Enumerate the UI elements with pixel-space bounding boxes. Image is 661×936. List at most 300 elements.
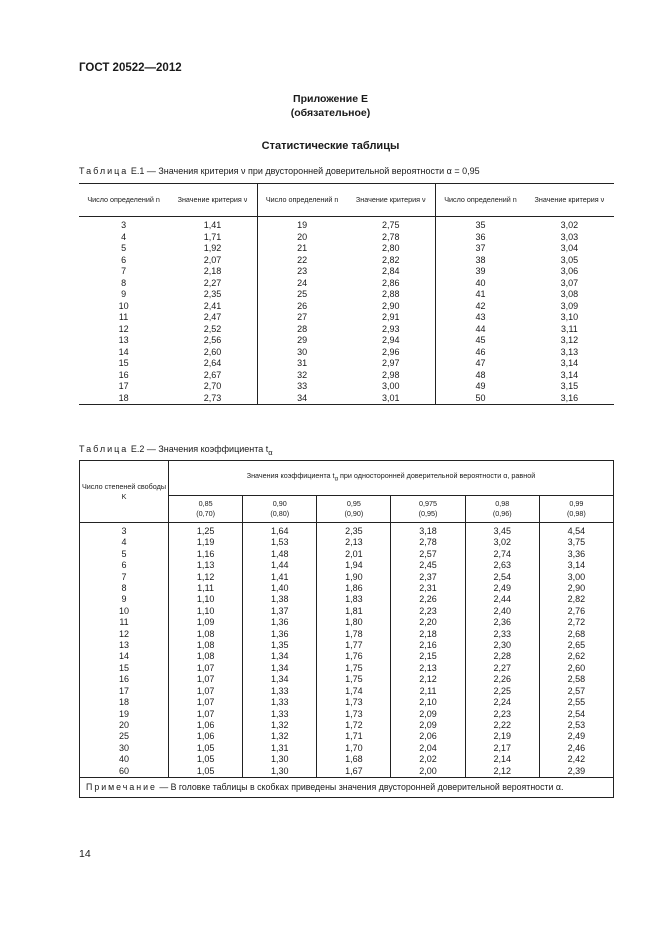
table-cell: 16 xyxy=(80,674,169,685)
table1-header-cell: Число определений n xyxy=(436,184,525,217)
alpha-value: 0,85 xyxy=(198,499,213,508)
table-cell: 2,23 xyxy=(391,606,465,617)
table-cell: 2,60 xyxy=(539,663,613,674)
table-cell: 2,75 xyxy=(346,217,435,232)
table-row xyxy=(79,289,614,301)
table-row xyxy=(79,335,614,347)
table-cell: 1,70 xyxy=(317,743,391,754)
table-row xyxy=(79,347,614,359)
table-cell: 48 xyxy=(475,369,486,380)
table-cell: 1,90 xyxy=(317,572,391,583)
table1-caption-label: Таблица xyxy=(79,166,129,176)
table-cell: 1,74 xyxy=(317,686,391,697)
table-cell: 22 xyxy=(297,254,308,265)
table-cell: 2,47 xyxy=(168,312,257,324)
table2-header-k: Число степеней свободы K xyxy=(80,461,169,523)
table-cell: 2,98 xyxy=(346,370,435,382)
table-cell: 2,17 xyxy=(465,743,539,754)
table-cell: 2,09 xyxy=(391,709,465,720)
alpha-two-sided-value: (0,98) xyxy=(567,509,586,518)
table-cell: 2,93 xyxy=(346,324,435,336)
table-cell: 2,23 xyxy=(465,709,539,720)
table-row xyxy=(80,743,614,754)
table-cell: 40 xyxy=(80,754,169,765)
table-cell: 2,02 xyxy=(391,754,465,765)
table-cell: 2,72 xyxy=(539,617,613,628)
table-cell: 2,28 xyxy=(465,651,539,662)
table-cell: 2,55 xyxy=(539,697,613,708)
table-cell: 1,53 xyxy=(243,537,317,548)
table-row xyxy=(80,617,614,628)
section-title: Статистические таблицы xyxy=(261,140,400,152)
table-cell: 1,08 xyxy=(169,651,243,662)
table-cell: 2,57 xyxy=(391,549,465,560)
table-cell: 2,78 xyxy=(391,537,465,548)
table-cell: 3 xyxy=(121,220,127,230)
table-cell: 7 xyxy=(121,266,127,276)
table-cell: 4 xyxy=(80,537,169,548)
table1-header-row xyxy=(79,184,614,217)
coefficient-table xyxy=(79,460,614,798)
table-cell: 2,09 xyxy=(391,720,465,731)
table-cell: 16 xyxy=(118,369,129,380)
table2-header-row-1 xyxy=(80,461,614,496)
table-cell: 1,32 xyxy=(243,720,317,731)
table-cell: 1,92 xyxy=(168,243,257,255)
table-cell: 2,04 xyxy=(391,743,465,754)
table-cell: 2,65 xyxy=(539,640,613,651)
table-cell: 7 xyxy=(80,572,169,583)
table-cell: 1,94 xyxy=(317,560,391,571)
table-cell: 17 xyxy=(80,686,169,697)
alpha-value: 0,95 xyxy=(346,499,361,508)
table-row xyxy=(80,754,614,765)
table-cell: 1,68 xyxy=(317,754,391,765)
table-row xyxy=(80,766,614,778)
table-cell: 1,12 xyxy=(169,572,243,583)
table-cell: 1,07 xyxy=(169,686,243,697)
table-row xyxy=(80,674,614,685)
table-cell: 3,02 xyxy=(560,220,579,230)
table-cell: 15 xyxy=(118,358,129,368)
alpha-value: 0,98 xyxy=(495,499,510,508)
criterion-table xyxy=(79,183,614,405)
table-cell: 1,25 xyxy=(169,523,243,538)
table-cell: 3,15 xyxy=(560,381,579,391)
table-cell: 18 xyxy=(80,697,169,708)
alpha-two-sided-value: (0,80) xyxy=(270,509,290,518)
table-cell: 2,88 xyxy=(346,289,435,301)
table-cell: 37 xyxy=(475,243,486,253)
table-cell: 1,05 xyxy=(169,754,243,765)
table-cell: 2,44 xyxy=(465,594,539,605)
table-cell: 1,34 xyxy=(243,674,317,685)
table-cell: 5 xyxy=(80,549,169,560)
table-cell: 31 xyxy=(297,358,308,368)
table-cell: 24 xyxy=(297,277,308,288)
table-row xyxy=(79,381,614,393)
table-cell: 2,53 xyxy=(539,720,613,731)
table-cell: 2,31 xyxy=(391,583,465,594)
table-cell: 1,35 xyxy=(243,640,317,651)
table-cell: 4 xyxy=(121,231,127,242)
table-cell: 28 xyxy=(297,323,308,334)
table-cell: 1,07 xyxy=(169,663,243,674)
table1-header-cell: Значение критерия ν xyxy=(168,184,257,217)
table-cell: 39 xyxy=(475,266,486,276)
table-cell: 2,35 xyxy=(317,523,391,538)
table-cell: 2,07 xyxy=(168,255,257,267)
table-cell: 1,34 xyxy=(243,651,317,662)
table-row xyxy=(80,663,614,674)
table-cell: 2,64 xyxy=(168,358,257,370)
table-cell: 2,42 xyxy=(539,754,613,765)
table-cell: 3,00 xyxy=(346,381,435,393)
table-cell: 3,06 xyxy=(560,266,579,276)
table1-header-cell: Значение критерия ν xyxy=(525,184,614,217)
table-cell: 18 xyxy=(79,393,168,405)
table-row xyxy=(80,572,614,583)
table-cell: 2,22 xyxy=(465,720,539,731)
table-cell: 2,60 xyxy=(168,347,257,359)
table-row xyxy=(79,266,614,278)
table-cell: 1,83 xyxy=(317,594,391,605)
table-row xyxy=(80,629,614,640)
table-row xyxy=(80,606,614,617)
table-cell: 3 xyxy=(80,523,169,538)
table-cell: 3,14 xyxy=(539,560,613,571)
table-cell: 2,94 xyxy=(346,335,435,347)
table-cell: 20 xyxy=(80,720,169,731)
table-cell: 2,36 xyxy=(465,617,539,628)
table-cell: 1,77 xyxy=(317,640,391,651)
table2-caption-subscript: α xyxy=(268,447,273,457)
table-cell: 34 xyxy=(257,393,346,405)
table-cell: 3,04 xyxy=(560,243,579,253)
table-cell: 1,78 xyxy=(317,629,391,640)
alpha-value: 0,90 xyxy=(272,499,287,508)
table-cell: 1,81 xyxy=(317,606,391,617)
table-cell: 2,57 xyxy=(539,686,613,697)
table-cell: 2,91 xyxy=(346,312,435,324)
table-row xyxy=(79,232,614,244)
table-cell: 1,41 xyxy=(243,572,317,583)
table-cell: 33 xyxy=(297,381,308,391)
table-cell: 1,36 xyxy=(243,629,317,640)
table-cell: 13 xyxy=(80,640,169,651)
table-cell: 2,46 xyxy=(539,743,613,754)
note-text: — В головке таблицы в скобках приведены значения двусторонней доверительной вероятности α. xyxy=(156,781,564,792)
table1-header-cell: Число определений n xyxy=(79,184,168,217)
table-cell: 1,48 xyxy=(243,549,317,560)
table-row xyxy=(80,594,614,605)
table-row xyxy=(80,731,614,742)
alpha-two-sided-value: (0,70) xyxy=(196,509,215,518)
table1-caption-text: — Значения критерия ν при двусторонней доверительной вероятности α = 0,95 xyxy=(144,166,480,176)
alpha-header-cell xyxy=(243,496,317,523)
table-cell: 25 xyxy=(297,289,308,299)
table-cell: 1,44 xyxy=(243,560,317,571)
table-cell: 12 xyxy=(118,323,129,334)
alpha-two-sided-value: (0,90) xyxy=(344,509,364,518)
table-cell: 2,06 xyxy=(391,731,465,742)
table2-header-group-suffix: при односторонней доверительной вероятности α, равной xyxy=(338,471,536,481)
table-cell: 1,06 xyxy=(169,731,243,742)
table-cell: 1,38 xyxy=(243,594,317,605)
table-cell: 15 xyxy=(80,663,169,674)
table1-body xyxy=(79,217,614,405)
table2-caption-label: Таблица xyxy=(79,444,129,454)
table-cell: 1,08 xyxy=(169,629,243,640)
table-cell: 1,32 xyxy=(243,731,317,742)
table-cell: 2,80 xyxy=(346,243,435,255)
table-cell: 19 xyxy=(297,220,308,230)
table-cell: 2,54 xyxy=(465,572,539,583)
table-cell: 10 xyxy=(80,606,169,617)
table-cell: 1,75 xyxy=(317,674,391,685)
table-row xyxy=(80,651,614,662)
table-cell: 2,24 xyxy=(465,697,539,708)
table-cell: 2,90 xyxy=(539,583,613,594)
table-cell: 3,14 xyxy=(560,369,579,380)
table-cell: 1,73 xyxy=(317,709,391,720)
table-cell: 2,41 xyxy=(168,301,257,313)
table-cell: 1,75 xyxy=(317,663,391,674)
table-cell: 1,76 xyxy=(317,651,391,662)
table-cell: 2,40 xyxy=(465,606,539,617)
table-cell: 3,05 xyxy=(560,254,579,265)
table-cell: 2,73 xyxy=(168,393,257,405)
table-row xyxy=(79,370,614,382)
table-cell: 2,13 xyxy=(391,663,465,674)
table2-note xyxy=(80,777,614,797)
table-cell: 2,13 xyxy=(317,537,391,548)
table-cell: 1,07 xyxy=(169,697,243,708)
table-cell: 2,12 xyxy=(465,766,539,778)
table-cell: 1,33 xyxy=(243,709,317,720)
table-cell: 5 xyxy=(121,243,127,253)
table-cell: 1,37 xyxy=(243,606,317,617)
table-cell: 1,09 xyxy=(169,617,243,628)
table-cell: 2,25 xyxy=(465,686,539,697)
table-cell: 1,11 xyxy=(169,583,243,594)
table-cell: 2,12 xyxy=(391,674,465,685)
table-cell: 1,30 xyxy=(243,766,317,778)
table-cell: 8 xyxy=(80,583,169,594)
table-cell: 2,56 xyxy=(168,335,257,347)
table-cell: 1,30 xyxy=(243,754,317,765)
table-cell: 1,31 xyxy=(243,743,317,754)
table-cell: 32 xyxy=(297,369,308,380)
table-cell: 21 xyxy=(297,243,308,253)
table-cell: 1,10 xyxy=(169,594,243,605)
table-cell: 3,11 xyxy=(560,323,578,334)
table-cell: 29 xyxy=(297,335,308,345)
table-cell: 2,97 xyxy=(346,358,435,370)
table-row xyxy=(80,537,614,548)
table-cell: 2,49 xyxy=(465,583,539,594)
table-cell: 1,67 xyxy=(317,766,391,778)
alpha-header-cell xyxy=(465,496,539,523)
table-cell: 2,90 xyxy=(346,301,435,313)
table-cell: 2,86 xyxy=(346,278,435,290)
table-cell: 9 xyxy=(121,289,127,299)
table-cell: 47 xyxy=(475,358,486,368)
table-cell: 19 xyxy=(80,709,169,720)
table-cell: 2,45 xyxy=(391,560,465,571)
table-cell: 2,67 xyxy=(168,370,257,382)
alpha-header-cell xyxy=(169,496,243,523)
alpha-value: 0,99 xyxy=(569,499,584,508)
table-cell: 14 xyxy=(118,346,129,357)
table-cell: 1,33 xyxy=(243,686,317,697)
table-cell: 3,08 xyxy=(560,289,579,299)
alpha-header-cell xyxy=(539,496,613,523)
table-cell: 25 xyxy=(80,731,169,742)
note-label: Примечание xyxy=(86,781,157,792)
table-cell: 2,10 xyxy=(391,697,465,708)
table-cell: 1,16 xyxy=(169,549,243,560)
appendix-heading xyxy=(0,92,661,120)
table1-caption-number: Е.1 xyxy=(130,166,145,176)
table-cell: 3,14 xyxy=(560,358,579,368)
table-row xyxy=(79,243,614,255)
table-cell: 40 xyxy=(475,277,486,288)
table-cell: 6 xyxy=(121,254,127,265)
table-cell: 44 xyxy=(475,323,486,334)
table-cell: 2,76 xyxy=(539,606,613,617)
table-cell: 2,18 xyxy=(168,266,257,278)
table-cell: 38 xyxy=(475,254,486,265)
table-cell: 3,13 xyxy=(560,346,579,357)
alpha-two-sided-value: (0,96) xyxy=(492,509,512,518)
table-cell: 2,37 xyxy=(391,572,465,583)
table-cell: 1,13 xyxy=(169,560,243,571)
table-row xyxy=(80,583,614,594)
table-cell: 13 xyxy=(118,335,129,345)
table-cell: 10 xyxy=(118,300,129,311)
table2-note-row xyxy=(80,777,614,797)
table-cell: 3,45 xyxy=(465,523,539,538)
table-cell: 2,39 xyxy=(539,766,613,778)
table-row xyxy=(79,393,614,405)
table-cell: 45 xyxy=(475,335,486,345)
table-row xyxy=(80,709,614,720)
table-cell: 9 xyxy=(80,594,169,605)
table-cell: 2,11 xyxy=(391,686,465,697)
table-row xyxy=(80,640,614,651)
table-cell: 3,10 xyxy=(560,312,579,322)
alpha-header-cell xyxy=(317,496,391,523)
table-cell: 35 xyxy=(475,220,486,230)
table-cell: 3,01 xyxy=(346,393,435,405)
table-cell: 2,27 xyxy=(168,278,257,290)
table1-header-cell: Значение критерия ν xyxy=(346,184,435,217)
table-cell: 23 xyxy=(297,266,308,276)
table2-caption-number: Е.2 xyxy=(130,444,145,454)
table-cell: 2,70 xyxy=(168,381,257,393)
table-cell: 49 xyxy=(475,381,486,391)
table-cell: 2,18 xyxy=(391,629,465,640)
table-row xyxy=(79,301,614,313)
table-cell: 36 xyxy=(475,231,486,242)
table-row xyxy=(80,523,614,538)
table-cell: 2,00 xyxy=(391,766,465,778)
appendix-status: (обязательное) xyxy=(290,107,371,119)
table-cell: 30 xyxy=(80,743,169,754)
table-cell: 1,80 xyxy=(317,617,391,628)
table-cell: 3,00 xyxy=(539,572,613,583)
table-cell: 3,75 xyxy=(539,537,613,548)
table-cell: 27 xyxy=(297,312,308,322)
table-row xyxy=(79,217,614,232)
table-cell: 43 xyxy=(475,312,486,322)
table-cell: 1,07 xyxy=(169,709,243,720)
table-cell: 1,10 xyxy=(169,606,243,617)
table-cell: 3,16 xyxy=(525,393,614,405)
alpha-two-sided-value: (0,95) xyxy=(418,509,438,518)
table1-caption xyxy=(79,166,480,176)
table-row xyxy=(80,720,614,731)
table-row xyxy=(79,255,614,267)
table-cell: 3,02 xyxy=(465,537,539,548)
table-cell: 3,07 xyxy=(560,277,579,288)
table-cell: 3,09 xyxy=(560,300,579,311)
table-cell: 14 xyxy=(80,651,169,662)
appendix-title: Приложение Е xyxy=(293,93,368,105)
table-cell: 2,20 xyxy=(391,617,465,628)
table-cell: 2,62 xyxy=(539,651,613,662)
table-cell: 2,63 xyxy=(465,560,539,571)
table-cell: 2,82 xyxy=(539,594,613,605)
table-cell: 12 xyxy=(80,629,169,640)
table2-body xyxy=(80,523,614,778)
table-cell: 1,72 xyxy=(317,720,391,731)
page-number: 14 xyxy=(79,848,91,860)
table-cell: 2,16 xyxy=(391,640,465,651)
table2-header-group xyxy=(169,461,614,496)
table-row xyxy=(80,686,614,697)
table-row xyxy=(80,549,614,560)
document-header: ГОСТ 20522—2012 xyxy=(79,62,182,74)
table1-header-cell: Число определений n xyxy=(257,184,346,217)
table-cell: 2,30 xyxy=(465,640,539,651)
table-cell: 1,86 xyxy=(317,583,391,594)
table-cell: 4,54 xyxy=(539,523,613,538)
table-cell: 1,40 xyxy=(243,583,317,594)
alpha-header-cell xyxy=(391,496,465,523)
table-cell: 3,12 xyxy=(560,335,579,345)
table-cell: 20 xyxy=(297,231,308,242)
table2-caption-text: — Значения коэффициента t xyxy=(144,444,269,454)
table-cell: 2,35 xyxy=(168,289,257,301)
table-cell: 2,27 xyxy=(465,663,539,674)
table-cell: 1,36 xyxy=(243,617,317,628)
table-cell: 46 xyxy=(475,346,486,357)
table2-caption xyxy=(79,444,273,457)
table-cell: 2,26 xyxy=(391,594,465,605)
table-cell: 2,84 xyxy=(346,266,435,278)
table-row xyxy=(79,278,614,290)
table-cell: 2,58 xyxy=(539,674,613,685)
table-cell: 1,71 xyxy=(168,232,257,244)
table-cell: 2,26 xyxy=(465,674,539,685)
table-cell: 1,07 xyxy=(169,674,243,685)
table2-header-group-sub: α xyxy=(334,476,339,483)
table-cell: 2,68 xyxy=(539,629,613,640)
table-cell: 2,01 xyxy=(317,549,391,560)
table-cell: 1,06 xyxy=(169,720,243,731)
